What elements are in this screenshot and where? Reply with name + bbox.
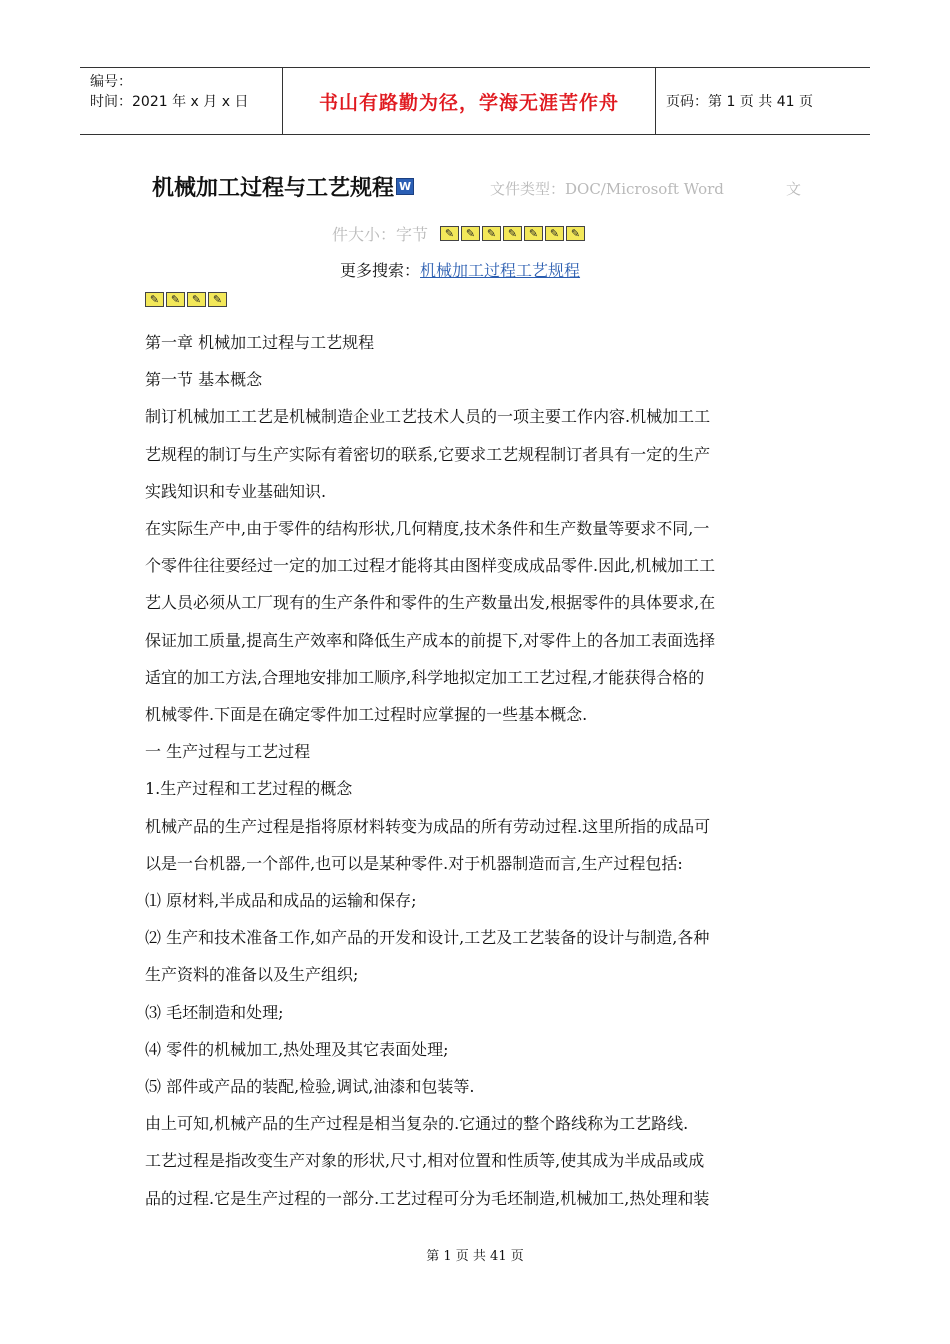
body-line: 第一章 机械加工过程与工艺规程 (145, 333, 375, 352)
body-line: 机械零件.下面是在确定零件加工过程时应掌握的一些基本概念. (145, 705, 588, 725)
header-motto-cell (282, 68, 656, 134)
body-line: 以是一台机器,一个部件,也可以是某种零件.对于机器制造而言,生产过程包括: (145, 853, 683, 873)
body-line: 适宜的加工方法,合理地安排加工顺序,科学地拟定加工工艺过程,才能获得合格的 (145, 667, 705, 687)
rating-pencil-icon: ✎ (566, 226, 585, 241)
page-header (80, 67, 870, 135)
file-size: 件大小：字节 (332, 225, 429, 244)
body-line: 一 生产过程与工艺过程 (145, 742, 311, 762)
motto-text: 书山有路勤为径，学海无涯苦作舟 (318, 91, 619, 114)
body-line: 在实际生产中,由于零件的结构形状,几何精度,技术条件和生产数量等要求不同,一 (145, 519, 710, 539)
file-size-line (332, 222, 587, 245)
page-info: 页码：第 1 页 共 41 页 (666, 94, 813, 110)
body-line: 艺人员必须从工厂现有的生产条件和零件的生产数量出发,根据零件的具体要求,在 (145, 593, 716, 613)
body-line: 1.生产过程和工艺过程的概念 (145, 779, 353, 799)
more-search-line (340, 258, 580, 281)
body-line: 个零件往往要经过一定的加工过程才能将其由图样变成成品零件.因此,机械加工工 (145, 556, 716, 576)
body-line: 实践知识和专业基础知识. (145, 481, 327, 501)
number-label: 编号： (90, 74, 132, 90)
body-line: 工艺过程是指改变生产对象的形状,尺寸,相对位置和性质等,使其成为半成品或成 (145, 1151, 705, 1171)
time-label: 时间：2021 年 x 月 x 日 (90, 94, 249, 110)
rating-icons (440, 226, 587, 241)
body-line: ⑶ 毛坯制造和处理; (145, 1002, 284, 1022)
rating-pencil-icon: ✎ (187, 292, 206, 307)
rating-pencil-icon: ✎ (166, 292, 185, 307)
body-line: 制订机械加工工艺是机械制造企业工艺技术人员的一项主要工作内容.机械加工工 (145, 407, 711, 427)
body-line: ⑴ 原材料,半成品和成品的运输和保存; (145, 891, 417, 911)
file-type: 文件类型：DOC/Microsoft Word (490, 180, 724, 198)
body-line: ⑵ 生产和技术准备工作,如产品的开发和设计,工艺及工艺装备的设计与制造,各种 (145, 928, 710, 948)
page-footer: 第 1 页 共 41 页 (426, 1249, 524, 1264)
body-line: ⑷ 零件的机械加工,热处理及其它表面处理; (145, 1039, 449, 1059)
rating-pencil-icon: ✎ (503, 226, 522, 241)
rating-pencil-icon: ✎ (440, 226, 459, 241)
body-line: 艺规程的制订与生产实际有着密切的联系,它要求工艺规程制订者具有一定的生产 (145, 444, 711, 464)
body-line: 机械产品的生产过程是指将原材料转变为成品的所有劳动过程.这里所指的成品可 (145, 816, 711, 836)
body-line: ⑸ 部件或产品的装配,检验,调试,油漆和包装等. (145, 1077, 475, 1097)
body-line: 由上可知,机械产品的生产过程是相当复杂的.它通过的整个路线称为工艺路线. (145, 1114, 689, 1134)
body-line: 生产资料的准备以及生产组织; (145, 965, 359, 985)
rating-icons-secondary (145, 292, 229, 307)
header-meta-cell (80, 68, 282, 134)
body-line: 保证加工质量,提高生产效率和降低生产成本的前提下,对零件上的各加工表面选择 (145, 630, 716, 650)
rating-pencil-icon: ✎ (524, 226, 543, 241)
more-search-label: 更多搜索： (340, 261, 421, 280)
rating-pencil-icon: ✎ (208, 292, 227, 307)
document-body (145, 324, 815, 1217)
rating-pencil-icon: ✎ (145, 292, 164, 307)
rating-pencil-icon: ✎ (482, 226, 501, 241)
more-search-link[interactable]: 机械加工过程工艺规程 (420, 261, 581, 280)
body-line: 第一节 基本概念 (145, 370, 263, 390)
rating-pencil-icon: ✎ (545, 226, 564, 241)
word-document-icon: W (396, 178, 414, 195)
body-line: 品的过程.它是生产过程的一部分.工艺过程可分为毛坯制造,机械加工,热处理和装 (145, 1188, 710, 1208)
title-line (152, 170, 414, 202)
rating-pencil-icon: ✎ (461, 226, 480, 241)
document-title: 机械加工过程与工艺规程 (152, 175, 395, 201)
header-page-cell (656, 68, 870, 134)
file-type-tail: 文 (786, 180, 802, 198)
